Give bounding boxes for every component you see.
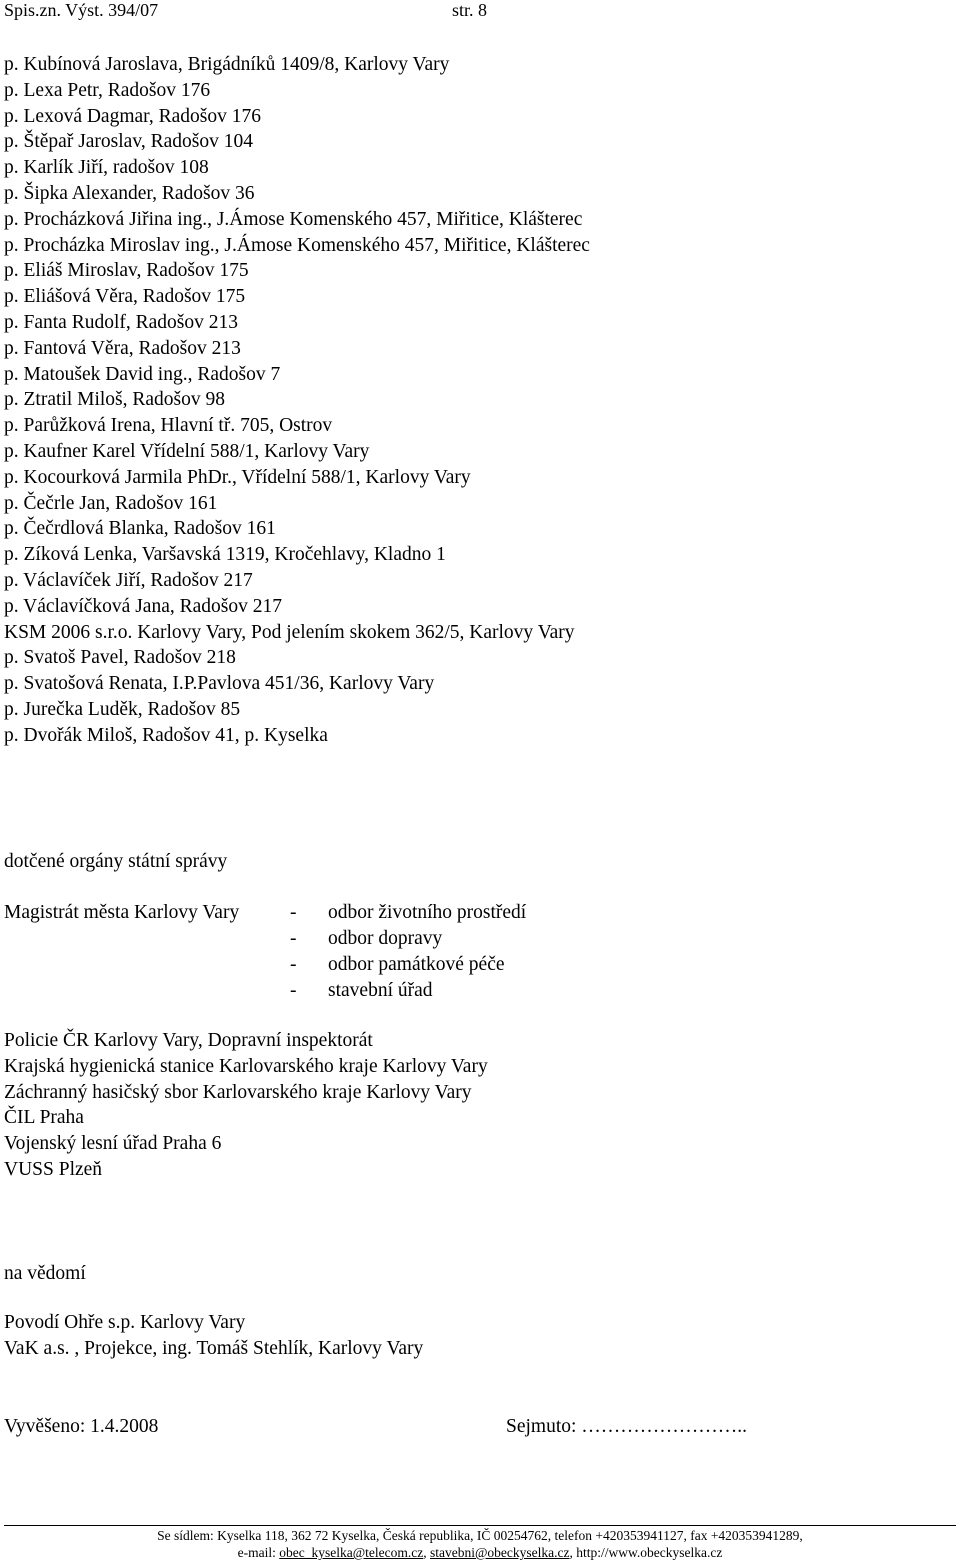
- department-label: odbor dopravy: [328, 928, 443, 949]
- footer-contacts: [0, 1544, 960, 1561]
- list-item: p. Eliášová Věra, Radošov 175: [4, 286, 246, 308]
- list-item: p. Svatošová Renata, I.P.Pavlova 451/36, Karlovy Vary: [4, 673, 435, 695]
- email-link-stavebni[interactable]: stavebni@obeckyselka.cz: [430, 1545, 570, 1560]
- department-label: odbor památkové péče: [328, 954, 505, 975]
- list-item: p. Zíková Lenka, Varšavská 1319, Kročehlavy, Kladno 1: [4, 544, 446, 566]
- list-item: p. Fantová Věra, Radošov 213: [4, 337, 241, 359]
- list-item: VaK a.s. , Projekce, ing. Tomáš Stehlík, Karlovy Vary: [4, 1338, 424, 1359]
- file-reference: Spis.zn. Výst. 394/07: [4, 0, 159, 20]
- footer-address: Se sídlem: Kyselka 118, 362 72 Kyselka, Česká republika, IČ 00254762, telefon +420353941127, fax +420353941289,: [157, 1528, 803, 1543]
- page-number: str. 8: [452, 0, 488, 20]
- dash: -: [290, 954, 297, 975]
- email-link-obec[interactable]: obec_kyselka@telecom.cz: [279, 1545, 424, 1560]
- list-item: Povodí Ohře s.p. Karlovy Vary: [4, 1312, 246, 1333]
- list-item: Vojenský lesní úřad Praha 6: [4, 1133, 222, 1155]
- list-item: p. Procházková Jiřina ing., J.Ámose Komenského 457, Miřitice, Klášterec: [4, 208, 583, 230]
- list-item: p. Václavíček Jiří, Radošov 217: [4, 569, 253, 591]
- list-item: VUSS Plzeň: [4, 1158, 103, 1180]
- separator: ,: [569, 1545, 577, 1560]
- separator: ,: [423, 1545, 430, 1560]
- page-footer: [0, 1527, 960, 1561]
- list-item: p. Fanta Rudolf, Radošov 213: [4, 311, 238, 333]
- footer-divider: [4, 1525, 956, 1526]
- list-item: p. Kaufner Karel Vřídelní 588/1, Karlovy Vary: [4, 440, 370, 462]
- list-item: p. Šipka Alexander, Radošov 36: [4, 182, 255, 204]
- list-item: Záchranný hasičský sbor Karlovarského kraje Karlovy Vary: [4, 1081, 472, 1103]
- list-item: p. Eliáš Miroslav, Radošov 175: [4, 260, 249, 282]
- email-label: e-mail:: [237, 1545, 280, 1560]
- list-item: p. Svatoš Pavel, Radošov 218: [4, 647, 236, 669]
- posting-dates: [4, 1414, 944, 1440]
- list-item: p. Jurečka Luděk, Radošov 85: [4, 698, 241, 720]
- vedomi-section-title: na vědomí: [4, 1263, 86, 1284]
- vedomi-list: [4, 1310, 423, 1362]
- list-item: p. Karlík Jiří, radošov 108: [4, 157, 209, 179]
- website-link[interactable]: http://www.obeckyselka.cz: [576, 1545, 723, 1560]
- dash: -: [290, 928, 297, 949]
- organs-list: [4, 1028, 488, 1183]
- removed-date: Sejmuto: ……………………..: [506, 1416, 748, 1437]
- organs-section-title: dotčené orgány státní správy: [4, 851, 228, 872]
- list-item: p. Kocourková Jarmila PhDr., Vřídelní 588/1, Karlovy Vary: [4, 466, 471, 488]
- list-item: p. Lexová Dagmar, Radošov 176: [4, 105, 261, 127]
- list-item: p. Čečrdlová Blanka, Radošov 161: [4, 518, 276, 540]
- list-item: p. Parůžková Irena, Hlavní tř. 705, Ostrov: [4, 415, 333, 437]
- dash: -: [290, 980, 297, 1001]
- list-item: KSM 2006 s.r.o. Karlovy Vary, Pod jelením skokem 362/5, Karlovy Vary: [4, 621, 575, 643]
- department-label: stavební úřad: [328, 980, 433, 1001]
- list-item: ČIL Praha: [4, 1107, 84, 1129]
- list-item: p. Lexa Petr, Radošov 176: [4, 79, 211, 101]
- dash: -: [290, 902, 297, 923]
- posted-date: Vyvěšeno: 1.4.2008: [4, 1416, 159, 1437]
- list-item: p. Matoušek David ing., Radošov 7: [4, 363, 281, 385]
- department-label: odbor životního prostředí: [328, 902, 527, 923]
- page-header: [4, 0, 944, 20]
- list-item: Policie ČR Karlovy Vary, Dopravní inspektorát: [4, 1030, 373, 1051]
- list-item: p. Ztratil Miloš, Radošov 98: [4, 389, 225, 411]
- list-item: p. Čečrle Jan, Radošov 161: [4, 492, 218, 514]
- list-item: p. Dvořák Miloš, Radošov 41, p. Kyselka: [4, 724, 328, 746]
- list-item: p. Procházka Miroslav ing., J.Ámose Komenského 457, Miřitice, Klášterec: [4, 234, 590, 256]
- list-item: Krajská hygienická stanice Karlovarského kraje Karlovy Vary: [4, 1055, 488, 1077]
- list-item: p. Kubínová Jaroslava, Brigádníků 1409/8, Karlovy Vary: [4, 54, 450, 75]
- list-item: p. Václavíčková Jana, Radošov 217: [4, 595, 282, 617]
- magistrat-name: Magistrát města Karlovy Vary: [4, 902, 240, 923]
- participants-list: [4, 52, 590, 749]
- list-item: p. Štěpař Jaroslav, Radošov 104: [4, 131, 253, 153]
